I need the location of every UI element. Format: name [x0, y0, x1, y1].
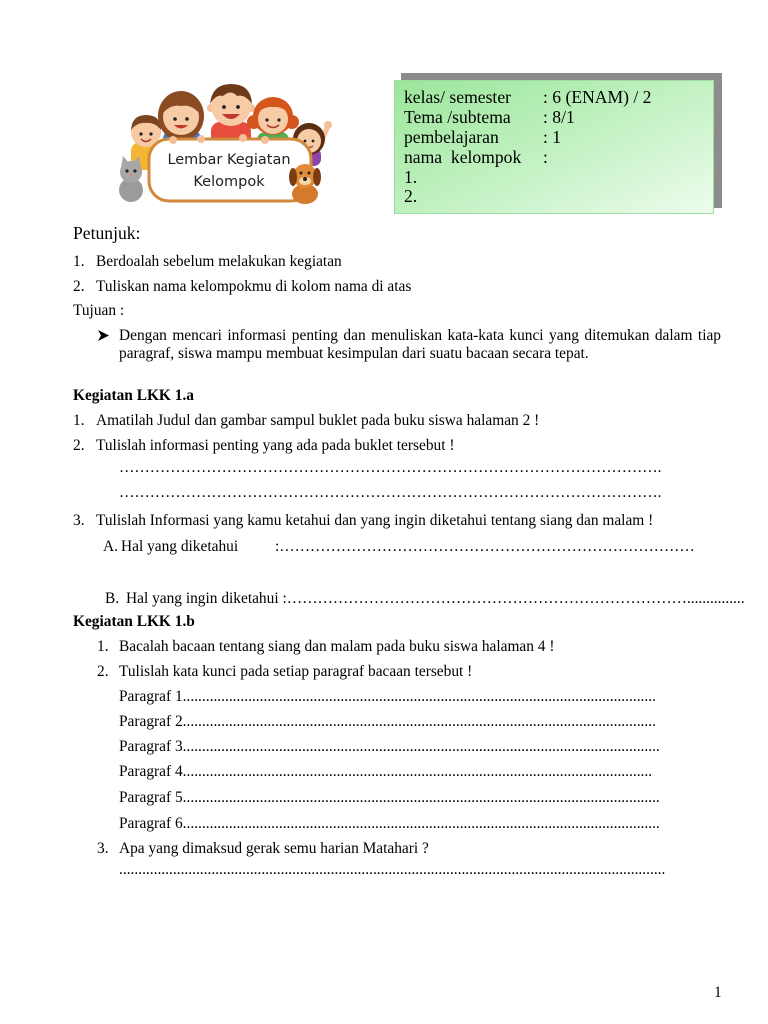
list-number: 1. — [97, 638, 109, 655]
answer-dotted-line: ……………………………………………………………………………………………. — [119, 484, 662, 501]
paragraph-keyword-line: Paragraf 1........................................................................................................................... — [119, 688, 656, 705]
kid-right-girl — [247, 97, 299, 135]
sub-item-label: Hal yang ingin diketahui : — [126, 590, 287, 607]
kid-eye — [185, 117, 189, 121]
list-item-text: Apa yang dimaksud gerak semu harian Matahari ? — [119, 840, 429, 857]
list-number: 3. — [97, 840, 109, 857]
member-line: 2. — [404, 186, 418, 206]
goal-text: Dengan mencari informasi penting dan menuliskan kata-kata kunci yang ditemukan dalam tiap paragraf, siswa mampu membuat kesimpulan dari suatu bacaan secara tepat. — [119, 327, 721, 362]
dog-nose — [303, 177, 307, 181]
dog-ear — [313, 168, 321, 186]
list-number: 2. — [97, 663, 109, 680]
list-item-text: Bacalah bacaan tentang siang dan malam pada buku siswa halaman 4 ! — [119, 638, 555, 655]
cat-eye — [133, 169, 136, 172]
list-item-text: Tuliskan nama kelompokmu di kolom nama di atas — [96, 278, 412, 295]
list-item-text: Tulislah informasi penting yang ada pada buklet tersebut ! — [96, 437, 455, 454]
list-item-text: Berdoalah sebelum melakukan kegiatan — [96, 253, 342, 270]
kid-eye — [265, 118, 268, 121]
page-number: 1 — [714, 984, 722, 1001]
answer-dotted-line: ……………………………………………………………………………………………. — [119, 459, 662, 476]
logo-banner — [149, 139, 311, 201]
kid-eye — [149, 132, 152, 135]
activity-b-heading: Kegiatan LKK 1.b — [73, 613, 195, 630]
cat-eye — [125, 169, 128, 172]
answer-dotted-line: ……………………………………………………………………............... — [286, 590, 745, 607]
list-item-text: Tulislah kata kunci pada setiap paragraf bacaan tersebut ! — [119, 663, 473, 680]
sub-item-letter: B. — [105, 590, 120, 607]
cat — [119, 156, 143, 202]
list-number: 1. — [73, 253, 85, 270]
kid-eye — [312, 140, 315, 143]
paragraph-keyword-line: Paragraf 6............................................................................................................................ — [119, 815, 660, 832]
cat-nose — [130, 174, 133, 177]
logo-title-line1: Lembar Kegiatan — [167, 152, 291, 168]
instructions-heading: Petunjuk: — [73, 223, 141, 243]
pembelajaran-label: pembelajaran — [404, 127, 499, 147]
list-number: 1. — [73, 412, 85, 429]
dog-ear — [289, 168, 297, 186]
list-number: 2. — [73, 278, 85, 295]
kid-hand — [324, 121, 332, 129]
kid-eye — [222, 105, 226, 109]
answer-dotted-line: :……………………………………………………………………… — [275, 538, 695, 555]
kid-hand — [239, 134, 247, 142]
kid-eye — [173, 117, 177, 121]
kid-eye — [139, 132, 142, 135]
list-item-text: Amatilah Judul dan gambar sampul buklet pada buku siswa halaman 2 ! — [96, 412, 540, 429]
list-number: 2. — [73, 437, 85, 454]
sub-item-row — [126, 590, 745, 608]
sub-item-label: Hal yang diketahui — [121, 538, 239, 555]
sub-item-letter: A. — [103, 538, 118, 555]
info-box — [394, 80, 714, 214]
list-number: 3. — [73, 512, 85, 529]
dog-eye — [300, 172, 303, 175]
kelas-label: kelas/ semester — [404, 87, 511, 107]
tema-value: : 8/1 — [543, 107, 575, 127]
list-item-text: Tulislah Informasi yang kamu ketahui dan yang ingin diketahui tentang siang dan malam ! — [96, 512, 654, 529]
logo-illustration — [113, 82, 335, 208]
paragraph-keyword-line: Paragraf 4.......................................................................................................................... — [119, 763, 653, 780]
kid-eye — [236, 105, 240, 109]
answer-dotted-line: .............................................................................................................................................. — [119, 861, 666, 878]
nama-kelompok-value: : — [543, 147, 548, 167]
dog — [289, 164, 321, 204]
kid-hand — [197, 135, 205, 143]
kid-hand — [261, 136, 269, 144]
paragraph-keyword-line: Paragraf 5............................................................................................................................ — [119, 789, 660, 806]
arrow-bullet-icon — [98, 330, 109, 341]
pembelajaran-value: : 1 — [543, 127, 562, 147]
activity-a-heading: Kegiatan LKK 1.a — [73, 387, 194, 404]
paragraph-keyword-line: Paragraf 3............................................................................................................................ — [119, 738, 660, 755]
kelas-value: : 6 (ENAM) / 2 — [543, 87, 652, 107]
goal-label: Tujuan : — [73, 302, 125, 319]
logo-title-line2: Kelompok — [193, 174, 265, 190]
dog-eye — [308, 172, 311, 175]
arrow-bullet-shape — [98, 330, 109, 341]
cat-head — [120, 161, 142, 183]
tema-label: Tema /subtema — [404, 107, 511, 127]
kid-left-girl — [158, 91, 204, 141]
member-line: 1. — [404, 167, 418, 187]
kid-eye — [277, 118, 280, 121]
nama-kelompok-label: nama kelompok — [404, 147, 522, 167]
kid-hand — [169, 136, 177, 144]
paragraph-keyword-line: Paragraf 2........................................................................................................................... — [119, 713, 656, 730]
